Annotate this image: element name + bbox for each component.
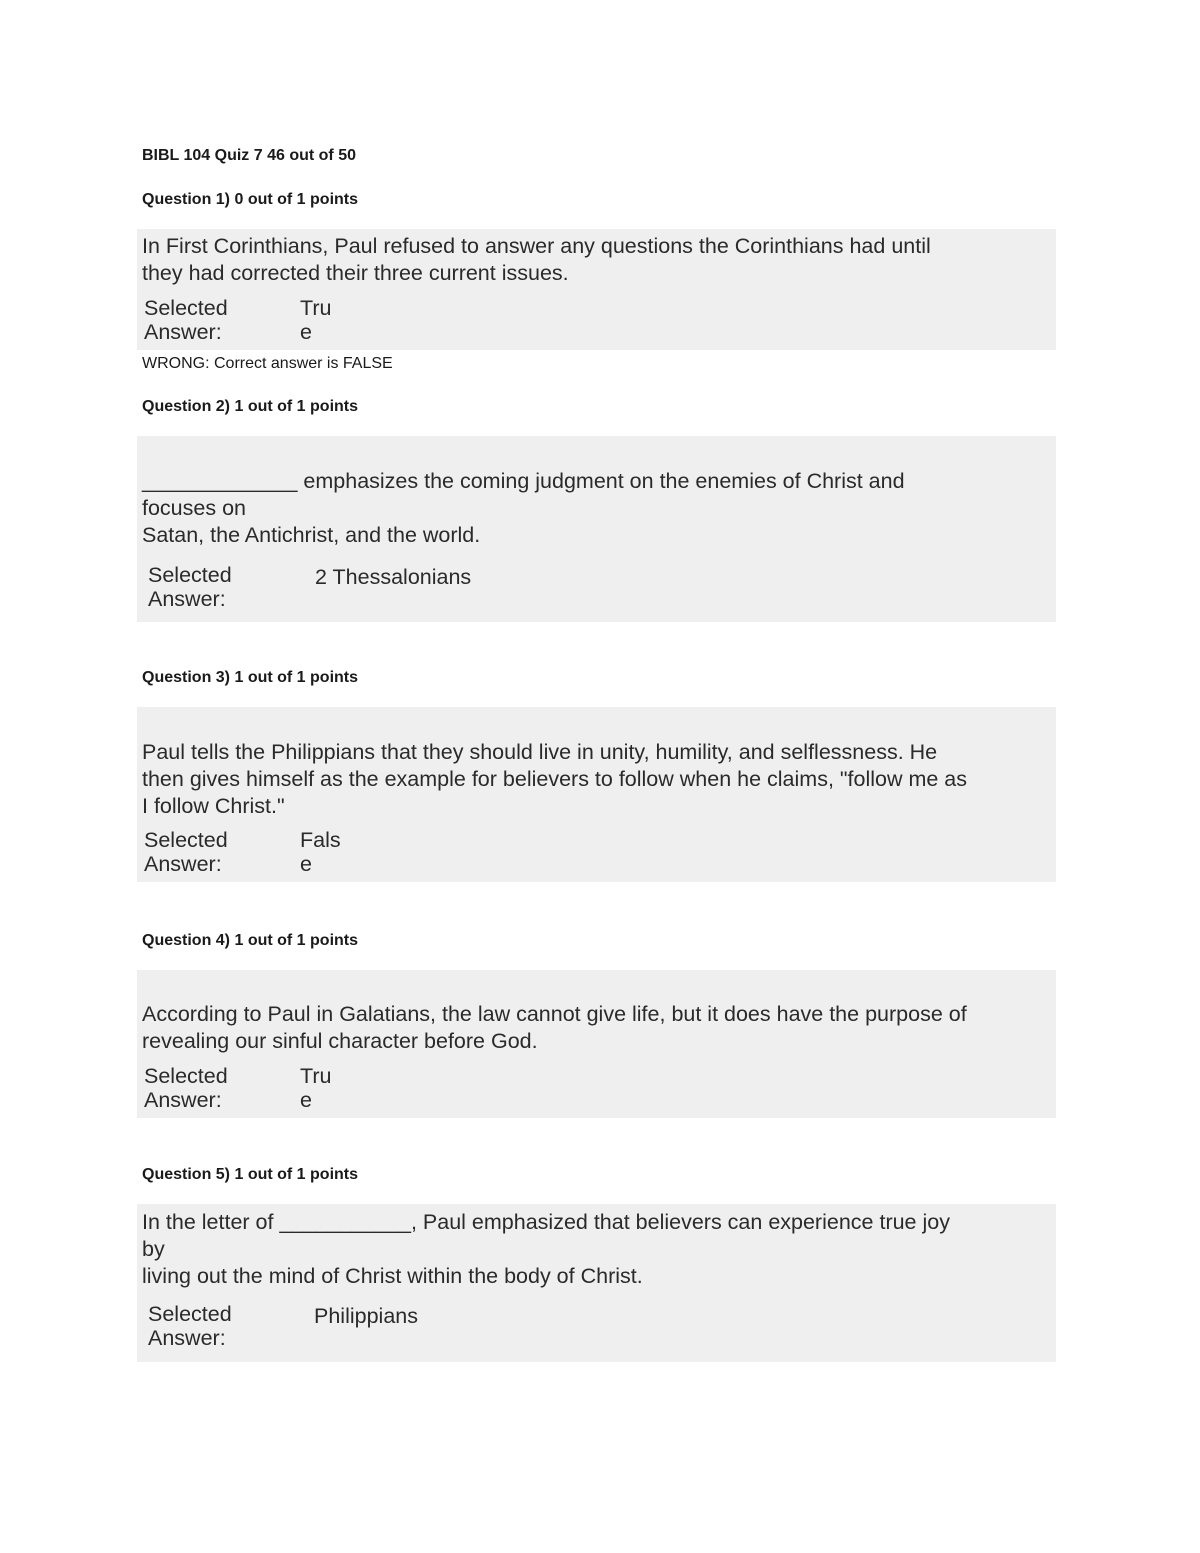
question-5-heading: [142, 1165, 358, 1185]
selected-answer-value: Philippians: [314, 1304, 418, 1328]
question-4-text: According to Paul in Galatians, the law cannot give life, but it does have the purpose of revealing our sinful character before God.: [142, 1002, 967, 1053]
question-2-heading: [142, 397, 358, 417]
question-score: 1 out of 1 points: [234, 932, 359, 949]
selected-answer-value: True: [300, 1064, 332, 1112]
question-2-card: [137, 436, 1056, 622]
selected-answer-label: Selected Answer:: [144, 296, 228, 344]
question-number: Question 3): [142, 669, 231, 686]
selected-answer-label: Selected Answer:: [148, 563, 232, 611]
selected-answer-label: Selected Answer:: [148, 1302, 232, 1350]
question-3-card: [137, 707, 1056, 882]
question-3-heading: [142, 668, 358, 688]
selected-answer-value: True: [300, 296, 332, 344]
selected-answer-label: Selected Answer:: [144, 828, 228, 876]
question-5-card: [137, 1204, 1056, 1362]
question-number: Question 2): [142, 398, 231, 415]
question-number: Question 4): [142, 932, 231, 949]
question-score: 1 out of 1 points: [234, 1166, 359, 1183]
answer-feedback: WRONG: Correct answer is FALSE: [142, 355, 393, 372]
question-number: Question 5): [142, 1166, 231, 1183]
question-1-card: [137, 229, 1056, 350]
quiz-title: BIBL 104 Quiz 7 46 out of 50: [142, 147, 356, 164]
question-1-heading: [142, 190, 358, 210]
question-1-text: In First Corinthians, Paul refused to answer any questions the Corinthians had until they had corrected their three current issues.: [142, 234, 931, 285]
question-4-heading: [142, 931, 358, 951]
question-score: 1 out of 1 points: [234, 669, 359, 686]
selected-answer-value: False: [300, 828, 341, 876]
question-4-card: [137, 970, 1056, 1118]
selected-answer-label: Selected Answer:: [144, 1064, 228, 1112]
question-5-text: In the letter of ___________, Paul emphasized that believers can experience true joy by living out the mind of Christ within the body of Christ.: [142, 1210, 950, 1288]
question-score: 0 out of 1 points: [234, 191, 359, 208]
question-score: 1 out of 1 points: [234, 398, 359, 415]
question-number: Question 1): [142, 191, 231, 208]
question-2-text: _____________ emphasizes the coming judgment on the enemies of Christ and focuses on Satan, the Antichrist, and the world.: [142, 469, 905, 547]
selected-answer-value: 2 Thessalonians: [315, 565, 472, 589]
question-3-text: Paul tells the Philippians that they should live in unity, humility, and selflessness. He then gives himself as the example for believers to follow when he claims, "follow me as I follow Christ.": [142, 740, 968, 818]
